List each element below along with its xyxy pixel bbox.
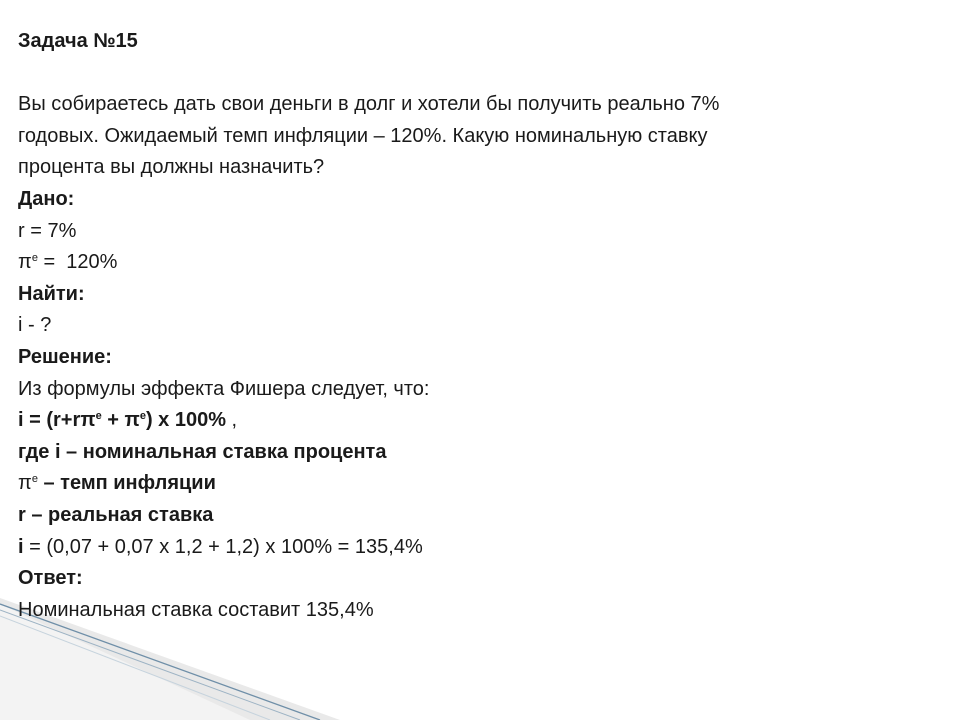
problem-line-3: процента вы должны назначить? [18,156,325,179]
inflation-definition-text: – темп инфляции [37,472,216,495]
calc-expression: = (0,07 + 0,07 х 1,2 + 1,2) х 100% = 135,4% [23,535,423,558]
pi-symbol: π [18,472,32,495]
answer-text: Номинальная ставка составит 135,4% [18,598,374,621]
find-heading: Найти: [18,282,85,305]
given-heading: Дано: [18,187,75,210]
given-r: r = 7% [18,219,77,242]
given-inflation [18,247,918,279]
problem-line-2: годовых. Ожидаемый темп инфляции – 120%. Какую номинальную ставку [18,124,708,147]
task-title: Задача №15 [18,30,138,52]
formula-tail: , [226,409,238,432]
inflation-definition [18,468,918,500]
solution-heading: Решение: [18,345,112,368]
slide-content [18,26,918,626]
solution-intro: Из формулы эффекта Фишера следует, что: [18,377,430,400]
fisher-formula [18,405,918,437]
formula-part-a: i = (r+rπ [18,409,96,432]
superscript-e: e [31,473,38,486]
problem-line-1: Вы собираетесь дать свои деньги в долг и хотели бы получить реально 7% [18,93,720,116]
spacer [18,58,918,90]
superscript-e: e [31,252,38,265]
where-line: где i – номинальная ставка процента [18,440,387,463]
given-inflation-value: = 120% [37,251,118,274]
answer-heading: Ответ: [18,567,83,590]
find-line: i - ? [18,314,52,337]
superscript-e: e [95,410,102,423]
pi-symbol: π [18,251,32,274]
formula-part-b: + π [101,409,140,432]
formula-part-c: ) х 100% [145,409,226,432]
real-rate-definition: r – реальная ставка [18,503,214,526]
superscript-e: e [139,410,146,423]
calculation-line [18,532,918,564]
calc-i: i [18,535,24,558]
